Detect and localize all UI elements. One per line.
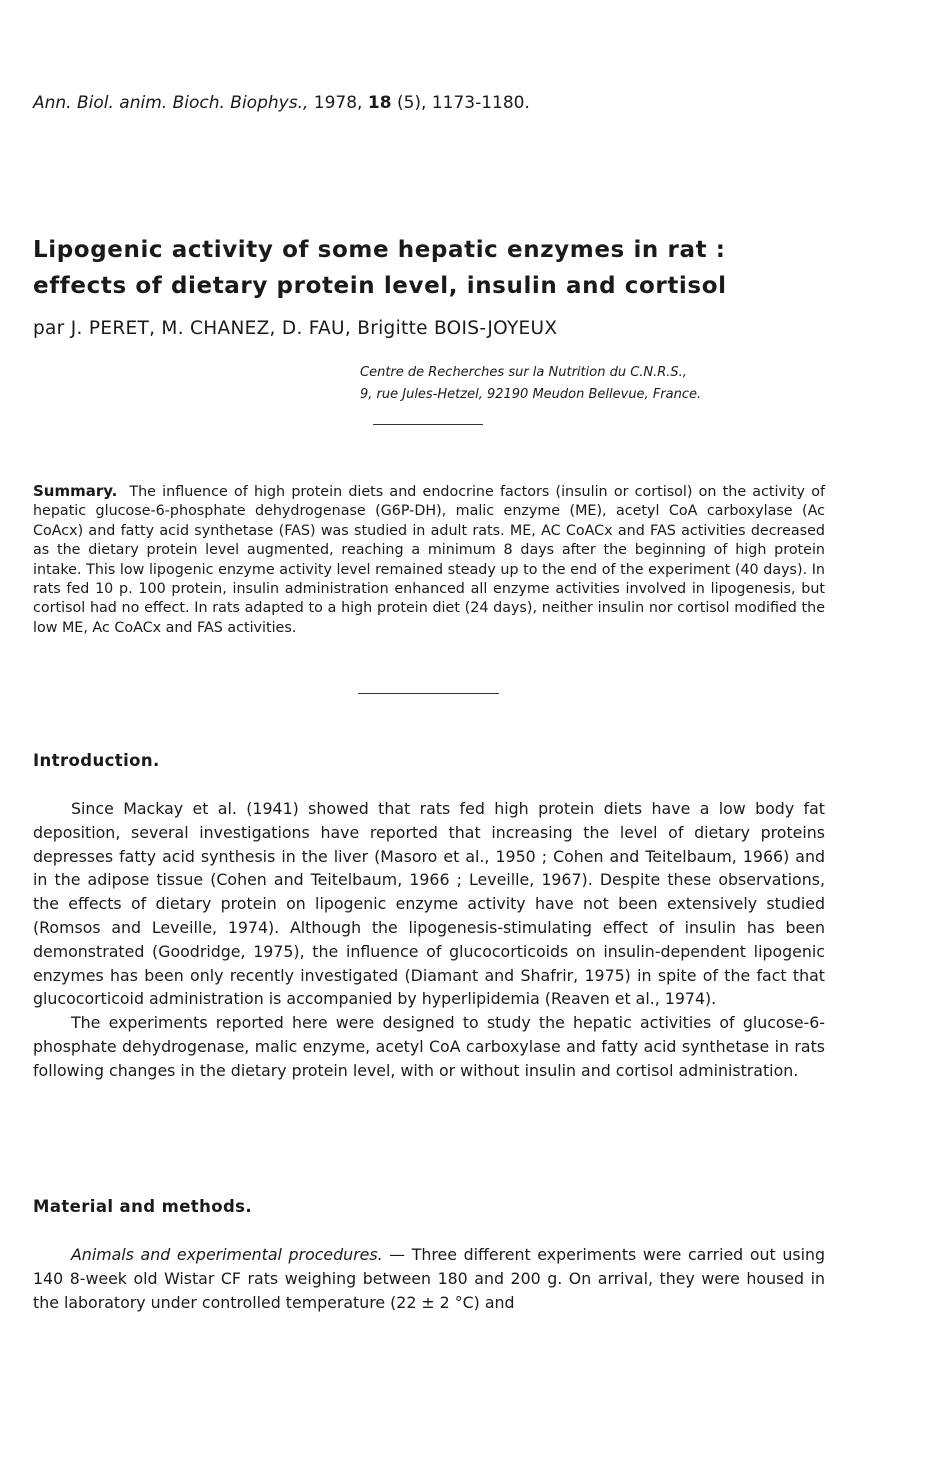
introduction-body (33, 797, 825, 1083)
affiliation-line-2: 9, rue Jules-Hetzel, 92190 Meudon Bellevue, France. (360, 387, 702, 402)
paragraph-text: Three different experiments were carried out using 140 8-week old Wistar CF rats weighing between 180 and 200 g. On arrival, they were housed in the laboratory under controlled temperature (22 ± 2 °C) and (33, 1245, 825, 1312)
journal-name: Ann. Biol. anim. Bioch. Biophys., (33, 93, 309, 113)
paragraph (33, 1243, 825, 1314)
paragraph: Since Mackay et al. (1941) showed that rats fed high protein diets have a low body fat deposition, several investigations have reported that increasing the level of dietary proteins depresses fatty acid synthesis in the liver (Masoro et al., 1950 ; Cohen and Teitelbaum, 1966) and in the adipose tissue (Cohen and Teitelbaum, 1966 ; Leveille, 1967). Despite these observations, the effects of dietary protein on lipogenic enzyme activity have not been extensively studied (Romsos and Leveille, 1974). Although the lipogenesis-stimulating effect of insulin has been demonstrated (Goodridge, 1975), the influence of glucocorticoids on insulin-dependent lipogenic enzymes has been only recently investigated (Diamant and Shafrir, 1975) in spite of the fact that glucocorticoid administration is accompanied by hyperlipidemia (Reaven et al., 1974). (33, 799, 825, 1009)
title-line-1: Lipogenic activity of some hepatic enzymes in rat : (33, 237, 726, 263)
section-heading-introduction: Introduction. (33, 751, 160, 770)
journal-volume: 18 (367, 93, 392, 113)
journal-year: 1978, (313, 93, 363, 113)
summary-abstract (33, 482, 825, 638)
journal-issue-pages: (5), 1173-1180. (396, 93, 530, 113)
summary-text: The influence of high protein diets and endocrine factors (insulin or cortisol) on the activity of hepatic glucose-6-phosphate dehydrogenase (G6P-DH), malic enzyme (ME), acetyl CoA carboxylase (Ac CoAcx) and fatty acid synthetase (FAS) was studied in adult rats. ME, AC CoACx and FAS activities decreased as the dietary protein level augmented, reaching a minimum 8 days after the beginning of high protein intake. This low lipogenic enzyme activity level remained steady up to the end of the experiment (40 days). In rats fed 10 p. 100 protein, insulin administration enhanced all enzyme activities involved in lipogenesis, but cortisol had no effect. In rats adapted to a high protein diet (24 days), neither insulin nor cortisol modified the low ME, Ac CoACx and FAS activities. (33, 484, 825, 636)
methods-body (33, 1243, 825, 1314)
section-heading-methods: Material and methods. (33, 1197, 253, 1216)
subsection-heading: Animals and experimental procedures. — (71, 1245, 406, 1264)
author-list: par J. PERET, M. CHANEZ, D. FAU, Brigitte BOIS-JOYEUX (33, 318, 558, 339)
article-title (33, 232, 893, 304)
paragraph: The experiments reported here were designed to study the hepatic activities of glucose-6-phosphate dehydrogenase, malic enzyme, acetyl CoA carboxylase and fatty acid synthetase in rats following changes in the dietary protein level, with or without insulin and cortisol administration. (33, 1013, 825, 1080)
journal-citation (33, 93, 530, 113)
separator-rule (373, 424, 483, 425)
title-line-2: effects of dietary protein level, insulin and cortisol (33, 273, 727, 299)
summary-label: Summary. (33, 482, 118, 500)
affiliation-line-1: Centre de Recherches sur la Nutrition du C.N.R.S., (360, 365, 687, 380)
affiliation (360, 362, 820, 406)
separator-rule (358, 693, 499, 694)
